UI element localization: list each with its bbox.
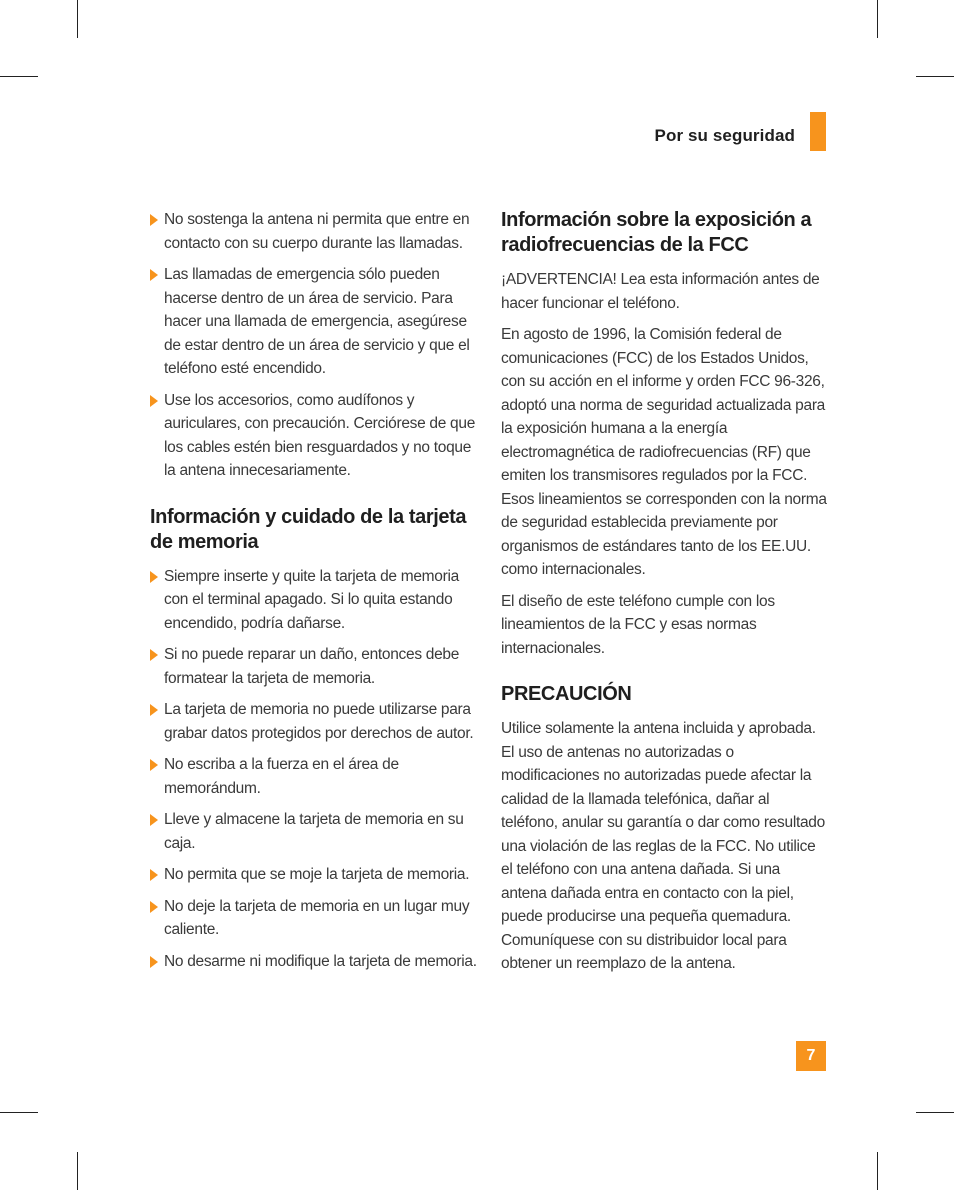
list-item-text: Siempre inserte y quite la tarjeta de memoria con el terminal apagado. Si lo quita estando encendido, podría dañarse. xyxy=(164,567,459,632)
bullet-arrow-icon xyxy=(150,395,158,407)
memory-card-bullet-list xyxy=(150,565,478,974)
bullet-arrow-icon xyxy=(150,869,158,881)
crop-mark xyxy=(916,76,954,77)
bullet-arrow-icon xyxy=(150,901,158,913)
caution-paragraph: Utilice solamente la antena incluida y aprobada. El uso de antenas no autorizadas o modificaciones no autorizadas puede afectar la calidad de la llamada telefónica, dañar al teléfono, anular su garantía o dar como resultado una violación de las reglas de la FCC. No utilice el teléfono con una antena dañada. Si una antena dañada entra en contacto con la piel, puede producirse una pequeña quemadura. Comuníquese con su distribuidor local para obtener un reemplazo de la antena. xyxy=(501,720,825,972)
page-number: 7 xyxy=(796,1041,826,1071)
fcc-warning-paragraph: ¡ADVERTENCIA! Lea esta información antes de hacer funcionar el teléfono. xyxy=(501,271,820,312)
crop-mark xyxy=(877,1152,878,1190)
list-item xyxy=(150,895,478,942)
list-item xyxy=(150,263,478,381)
left-column xyxy=(150,208,478,981)
bullet-arrow-icon xyxy=(150,649,158,661)
list-item-text: Las llamadas de emergencia sólo pueden hacerse dentro de un área de servicio. Para hacer una llamada de emergencia, asegúrese de estar dentro de un área de servicio y que el teléfono esté encendido. xyxy=(164,266,470,377)
crop-mark xyxy=(0,1112,38,1113)
bullet-arrow-icon xyxy=(150,704,158,716)
fcc-compliance-paragraph: El diseño de este teléfono cumple con los lineamientos de la FCC y esas normas internacionales. xyxy=(501,592,775,657)
list-item-text: La tarjeta de memoria no puede utilizarse para grabar datos protegidos por derechos de autor. xyxy=(164,701,474,742)
intro-bullet-list xyxy=(150,208,478,483)
list-item-text: No sostenga la antena ni permita que entre en contacto con su cuerpo durante las llamadas. xyxy=(164,211,470,252)
bullet-arrow-icon xyxy=(150,759,158,771)
list-item-text: Lleve y almacene la tarjeta de memoria en su caja. xyxy=(164,811,464,852)
bullet-arrow-icon xyxy=(150,214,158,226)
list-item-text: Use los accesorios, como audífonos y auriculares, con precaución. Cerciórese de que los cables estén bien resguardados y no toque la antena innecesariamente. xyxy=(164,391,476,479)
list-item-text: No desarme ni modifique la tarjeta de memoria. xyxy=(164,952,477,970)
bullet-arrow-icon xyxy=(150,956,158,968)
crop-mark xyxy=(77,1152,78,1190)
list-item xyxy=(150,565,478,636)
list-item-text: No deje la tarjeta de memoria en un lugar muy caliente. xyxy=(164,897,470,938)
list-item xyxy=(150,863,478,887)
list-item xyxy=(150,808,478,855)
bullet-arrow-icon xyxy=(150,571,158,583)
bullet-arrow-icon xyxy=(150,814,158,826)
fcc-history-paragraph: En agosto de 1996, la Comisión federal de comunicaciones (FCC) de los Estados Unidos, con su acción en el informe y orden FCC 96-326, adoptó una norma de seguridad actualizada para la exposición humana a la energía electromagnética de radiofrecuencias (RF) que emiten los transmisores regulados por la FCC. Esos lineamientos se corresponden con la norma de seguridad establecida previamente por organismos de estándares tanto de los EE.UU. como internacionales. xyxy=(501,326,827,578)
memory-card-heading: Información y cuidado de la tarjeta de memoria xyxy=(150,505,467,553)
list-item xyxy=(150,643,478,690)
section-tab-marker xyxy=(810,112,826,151)
list-item xyxy=(150,389,478,483)
right-column xyxy=(501,208,829,984)
list-item xyxy=(150,950,478,974)
fcc-heading: Información sobre la exposición a radiofrecuencias de la FCC xyxy=(501,209,812,256)
caution-heading: PRECAUCIÓN xyxy=(501,683,632,705)
crop-mark xyxy=(0,76,38,77)
list-item-text: No escriba a la fuerza en el área de memorándum. xyxy=(164,756,399,797)
list-item-text: Si no puede reparar un daño, entonces debe formatear la tarjeta de memoria. xyxy=(164,646,460,687)
bullet-arrow-icon xyxy=(150,269,158,281)
crop-mark xyxy=(877,0,878,38)
list-item xyxy=(150,753,478,800)
crop-mark xyxy=(77,0,78,38)
crop-mark xyxy=(916,1112,954,1113)
list-item xyxy=(150,208,478,255)
list-item-text: No permita que se moje la tarjeta de memoria. xyxy=(164,866,470,883)
section-title: Por su seguridad xyxy=(654,126,795,145)
list-item xyxy=(150,698,478,745)
